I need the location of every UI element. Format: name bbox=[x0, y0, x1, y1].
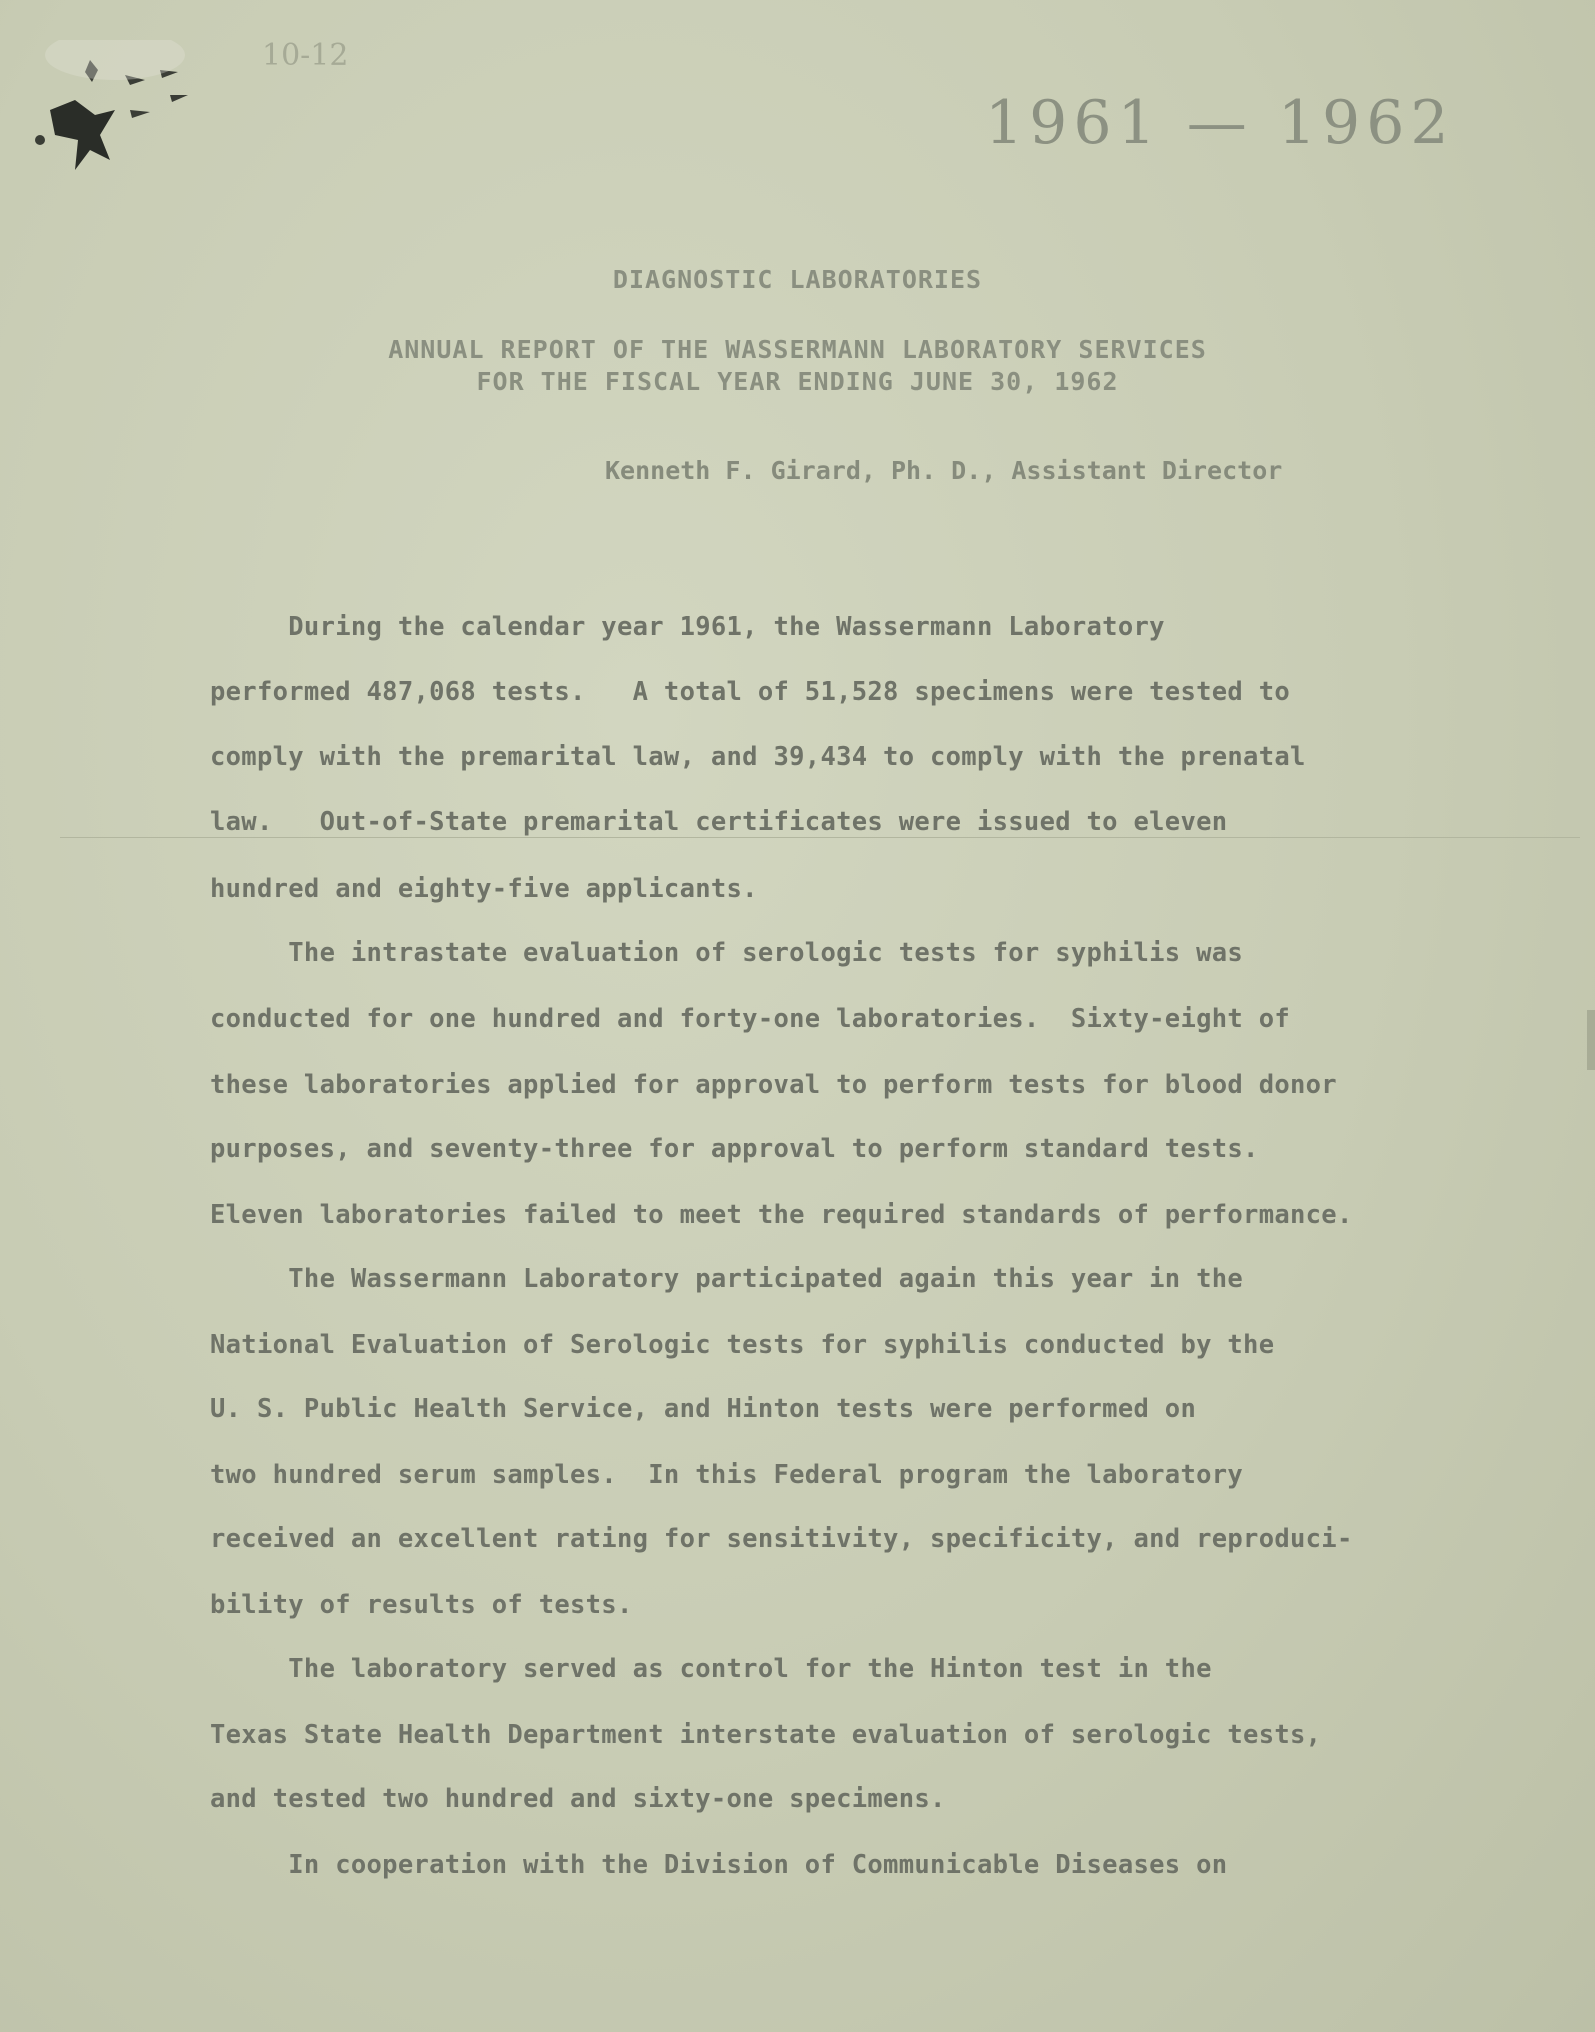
body-line: bility of results of tests. bbox=[210, 1590, 633, 1620]
body-line: The Wassermann Laboratory participated again this year in the bbox=[210, 1264, 1244, 1294]
body-line: comply with the premarital law, and 39,434 to comply with the prenatal bbox=[210, 742, 1306, 772]
body-line: and tested two hundred and sixty-one specimens. bbox=[210, 1784, 946, 1814]
body-line: The laboratory served as control for the Hinton test in the bbox=[210, 1654, 1212, 1684]
body-line: performed 487,068 tests. A total of 51,528 specimens were tested to bbox=[210, 677, 1291, 707]
body-line: During the calendar year 1961, the Wassermann Laboratory bbox=[210, 612, 1165, 642]
body-line: In cooperation with the Division of Communicable Diseases on bbox=[210, 1850, 1228, 1880]
body-line: Texas State Health Department interstate evaluation of serologic tests, bbox=[210, 1720, 1322, 1750]
report-title-line-1: ANNUAL REPORT OF THE WASSERMANN LABORATORY SERVICES bbox=[388, 335, 1207, 364]
author-line: Kenneth F. Girard, Ph. D., Assistant Director bbox=[605, 456, 1283, 485]
handwritten-year bbox=[985, 88, 1455, 158]
body-line: purposes, and seventy-three for approval to perform standard tests. bbox=[210, 1134, 1259, 1164]
body-line: hundred and eighty-five applicants. bbox=[210, 874, 758, 904]
edge-mark bbox=[1587, 1010, 1595, 1070]
pencil-note: 10-12 bbox=[262, 38, 349, 73]
body-line: conducted for one hundred and forty-one laboratories. Sixty-eight of bbox=[210, 1004, 1291, 1034]
body-line: U. S. Public Health Service, and Hinton tests were performed on bbox=[210, 1394, 1197, 1424]
body-line: The intrastate evaluation of serologic tests for syphilis was bbox=[210, 938, 1244, 968]
body-line: two hundred serum samples. In this Federal program the laboratory bbox=[210, 1460, 1244, 1490]
ink-smudge bbox=[20, 40, 220, 190]
body-line: law. Out-of-State premarital certificates were issued to eleven bbox=[210, 807, 1228, 837]
body-line: these laboratories applied for approval to perform tests for blood donor bbox=[210, 1070, 1337, 1100]
paper-fold-line bbox=[60, 837, 1580, 838]
body-line: Eleven laboratories failed to meet the required standards of performance. bbox=[210, 1200, 1353, 1230]
handwritten-year-text: 1961 — 1962 bbox=[985, 88, 1455, 158]
body-line: received an excellent rating for sensitivity, specificity, and reproduci- bbox=[210, 1524, 1353, 1554]
body-line: National Evaluation of Serologic tests for syphilis conducted by the bbox=[210, 1330, 1275, 1360]
report-title-line-2: FOR THE FISCAL YEAR ENDING JUNE 30, 1962 bbox=[476, 367, 1119, 396]
department-heading: DIAGNOSTIC LABORATORIES bbox=[612, 265, 983, 294]
